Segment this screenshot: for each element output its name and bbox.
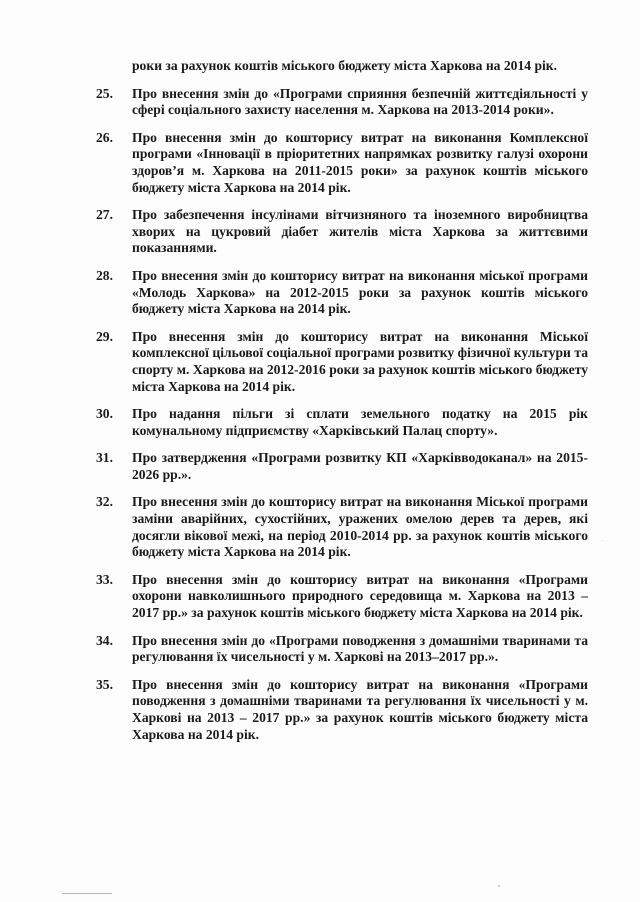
item-number: 33. bbox=[96, 571, 113, 587]
agenda-item bbox=[96, 633, 588, 666]
item-number: 27. bbox=[96, 207, 113, 223]
scan-speck bbox=[498, 885, 500, 887]
item-number: 25. bbox=[96, 85, 113, 101]
item-number: 26. bbox=[96, 129, 113, 145]
scan-speck bbox=[602, 540, 603, 541]
agenda-item bbox=[96, 86, 588, 119]
agenda-item bbox=[96, 268, 588, 318]
item-text: Про внесення змін до кошторису витрат на виконання «Програми охорони навколишнього природного середовища м. Харкова на 2013 –2017 рр.» за рахунок коштів міського бюджету міста Харкова на 2014 рік. bbox=[132, 571, 588, 621]
agenda-item bbox=[96, 677, 588, 743]
item-text: Про внесення змін до «Програми поводження з домашніми тваринами та регулювання їх чисельності у м. Харкові на 2013–2017 рр.». bbox=[132, 632, 588, 665]
item-text: Про внесення змін до кошторису витрат на виконання Міської програми заміни аварійних, сухостійних, уражених омелою дерев та дерев, які досягли вікової межі, на період 2010-2014 рр. за рахунок коштів міського бюджету міста Харкова на 2014 рік. bbox=[132, 494, 588, 560]
intro-paragraph: роки за рахунок коштів міського бюджету міста Харкова на 2014 рік. bbox=[132, 58, 558, 73]
item-number: 32. bbox=[96, 494, 113, 510]
agenda-item bbox=[96, 329, 588, 395]
agenda-list bbox=[96, 58, 588, 754]
item-text: Про внесення змін до кошторису витрат на виконання міської програми «Молодь Харкова» на 2012-2015 роки за рахунок коштів міського бюджету міста Харкова на 2014 рік. bbox=[132, 267, 588, 317]
item-number: 31. bbox=[96, 450, 113, 466]
item-text: Про затвердження «Програми розвитку КП «Харківводоканал» на 2015-2026 рр.». bbox=[132, 450, 588, 482]
agenda-item bbox=[96, 450, 588, 483]
item-text: Про надання пільги зі сплати земельного податку на 2015 рік комунальному підприємству «Харківський Палац спорту». bbox=[132, 406, 588, 438]
agenda-item bbox=[96, 207, 588, 257]
agenda-item bbox=[96, 572, 588, 622]
item-number: 35. bbox=[96, 676, 113, 692]
item-text: Про внесення змін до «Програми сприяння безпечній життєдіяльності у сфері соціального захисту населення м. Харкова на 2013-2014 роки». bbox=[132, 85, 588, 118]
item-number: 34. bbox=[96, 632, 113, 648]
agenda-item bbox=[96, 406, 588, 439]
item-number: 29. bbox=[96, 328, 113, 344]
agenda-item bbox=[96, 494, 588, 560]
item-number: 30. bbox=[96, 406, 113, 422]
footer-rule bbox=[62, 893, 112, 894]
item-text: Про забезпечення інсулінами вітчизняного та іноземного виробництва хворих на цукровий діабет жителів міста Харкова за життєвими показаннями. bbox=[132, 207, 588, 256]
item-text: Про внесення змін до кошторису витрат на виконання Комплексної програми «Інновації в пріоритетних напрямках розвитку галузі охорони здоров’я м. Харкова на 2011-2015 роки» за рахунок коштів міського бюджету міста Харкова на 2014 рік. bbox=[132, 129, 588, 195]
item-text: Про внесення змін до кошторису витрат на виконання «Програми поводження з домашніми тваринами та регулювання їх чисельності у м. Харкові на 2013 – 2017 рр.» за рахунок коштів міського бюджету міста Харкова на 2014 рік. bbox=[132, 676, 588, 742]
item-text: Про внесення змін до кошторису витрат на виконання Міської комплексної цільової соціальної програми розвитку фізичної культури та спорту м. Харкова на 2012-2016 роки за рахунок коштів міського бюджету міста Харкова на 2014 рік. bbox=[132, 328, 588, 394]
item-number: 28. bbox=[96, 267, 113, 283]
agenda-item bbox=[96, 130, 588, 196]
